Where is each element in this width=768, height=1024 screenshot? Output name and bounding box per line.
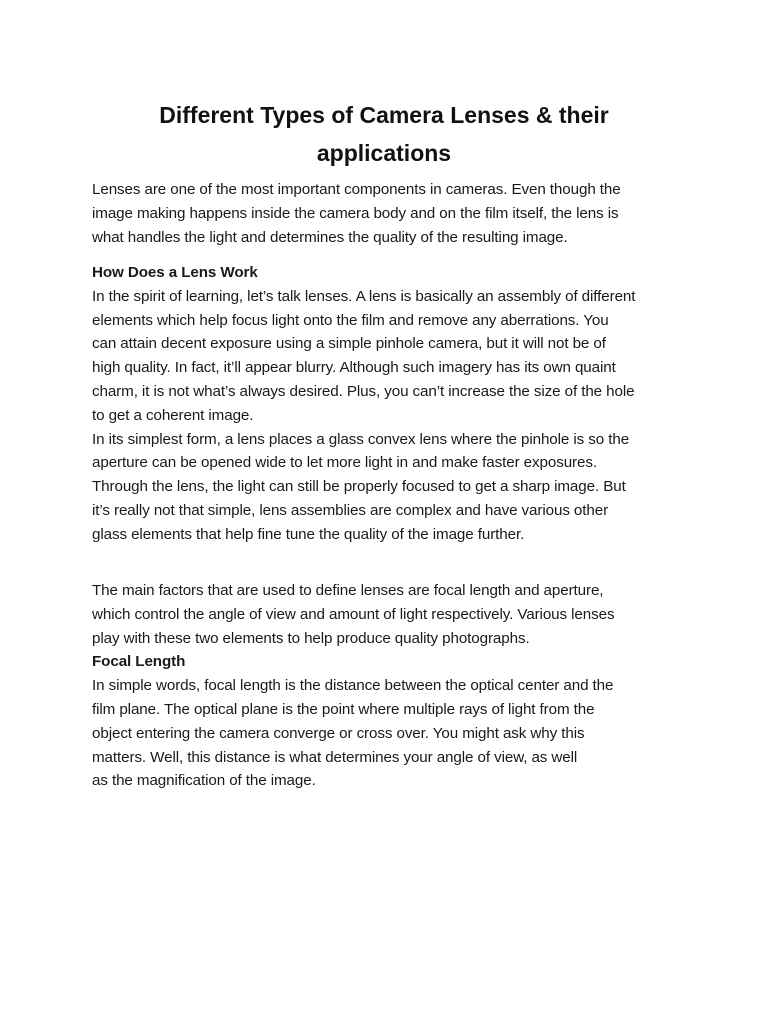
text-line: which control the angle of view and amount of light respectively. Various lenses [92,605,615,623]
section-heading: Focal Length [92,653,186,671]
text-line: it’s really not that simple, lens assemblies are complex and have various other [92,501,609,519]
text-line: high quality. In fact, it’ll appear blurry. Although such imagery has its own quaint [92,359,616,377]
text-line: elements which help focus light onto the film and remove any aberrations. You [92,311,609,329]
text-line: matters. Well, this distance is what determines your angle of view, as well [92,748,578,766]
text-line: film plane. The optical plane is the point where multiple rays of light from the [92,700,595,718]
section-how-lens-works [92,261,692,547]
text-line: aperture can be opened wide to let more light in and make faster exposures. [92,454,597,472]
text-line: Through the lens, the light can still be properly focused to get a sharp image. But [92,478,626,496]
text-line: In the spirit of learning, let’s talk lenses. A lens is basically an assembly of different [92,287,636,305]
text-line: image making happens inside the camera body and on the film itself, the lens is [92,204,619,222]
text-line: The main factors that are used to define lenses are focal length and aperture, [92,582,604,599]
text-line: to get a coherent image. [92,406,254,424]
text-line: object entering the camera converge or cross over. You might ask why this [92,724,585,742]
section-heading: How Does a Lens Work [92,264,258,281]
text-line: what handles the light and determines the quality of the resulting image. [92,228,568,246]
text-line: In its simplest form, a lens places a glass convex lens where the pinhole is so the [92,430,630,448]
text-line: as the magnification of the image. [92,772,316,790]
text-line: play with these two elements to help produce quality photographs. [92,629,530,647]
text-line: can attain decent exposure using a simple pinhole camera, but it will not be of [92,335,606,353]
title-line: Different Types of Camera Lenses & their [159,102,609,128]
text-line: In simple words, focal length is the distance between the optical center and the [92,677,614,695]
page-title [92,96,676,172]
intro-paragraph [92,178,692,249]
text-line: Lenses are one of the most important components in cameras. Even though the [92,181,621,198]
text-line: glass elements that help fine tune the quality of the image further. [92,525,525,543]
title-line: applications [316,140,452,166]
text-line: charm, it is not what’s always desired. Plus, you can’t increase the size of the hole [92,382,635,400]
section-focal-length [92,579,692,793]
